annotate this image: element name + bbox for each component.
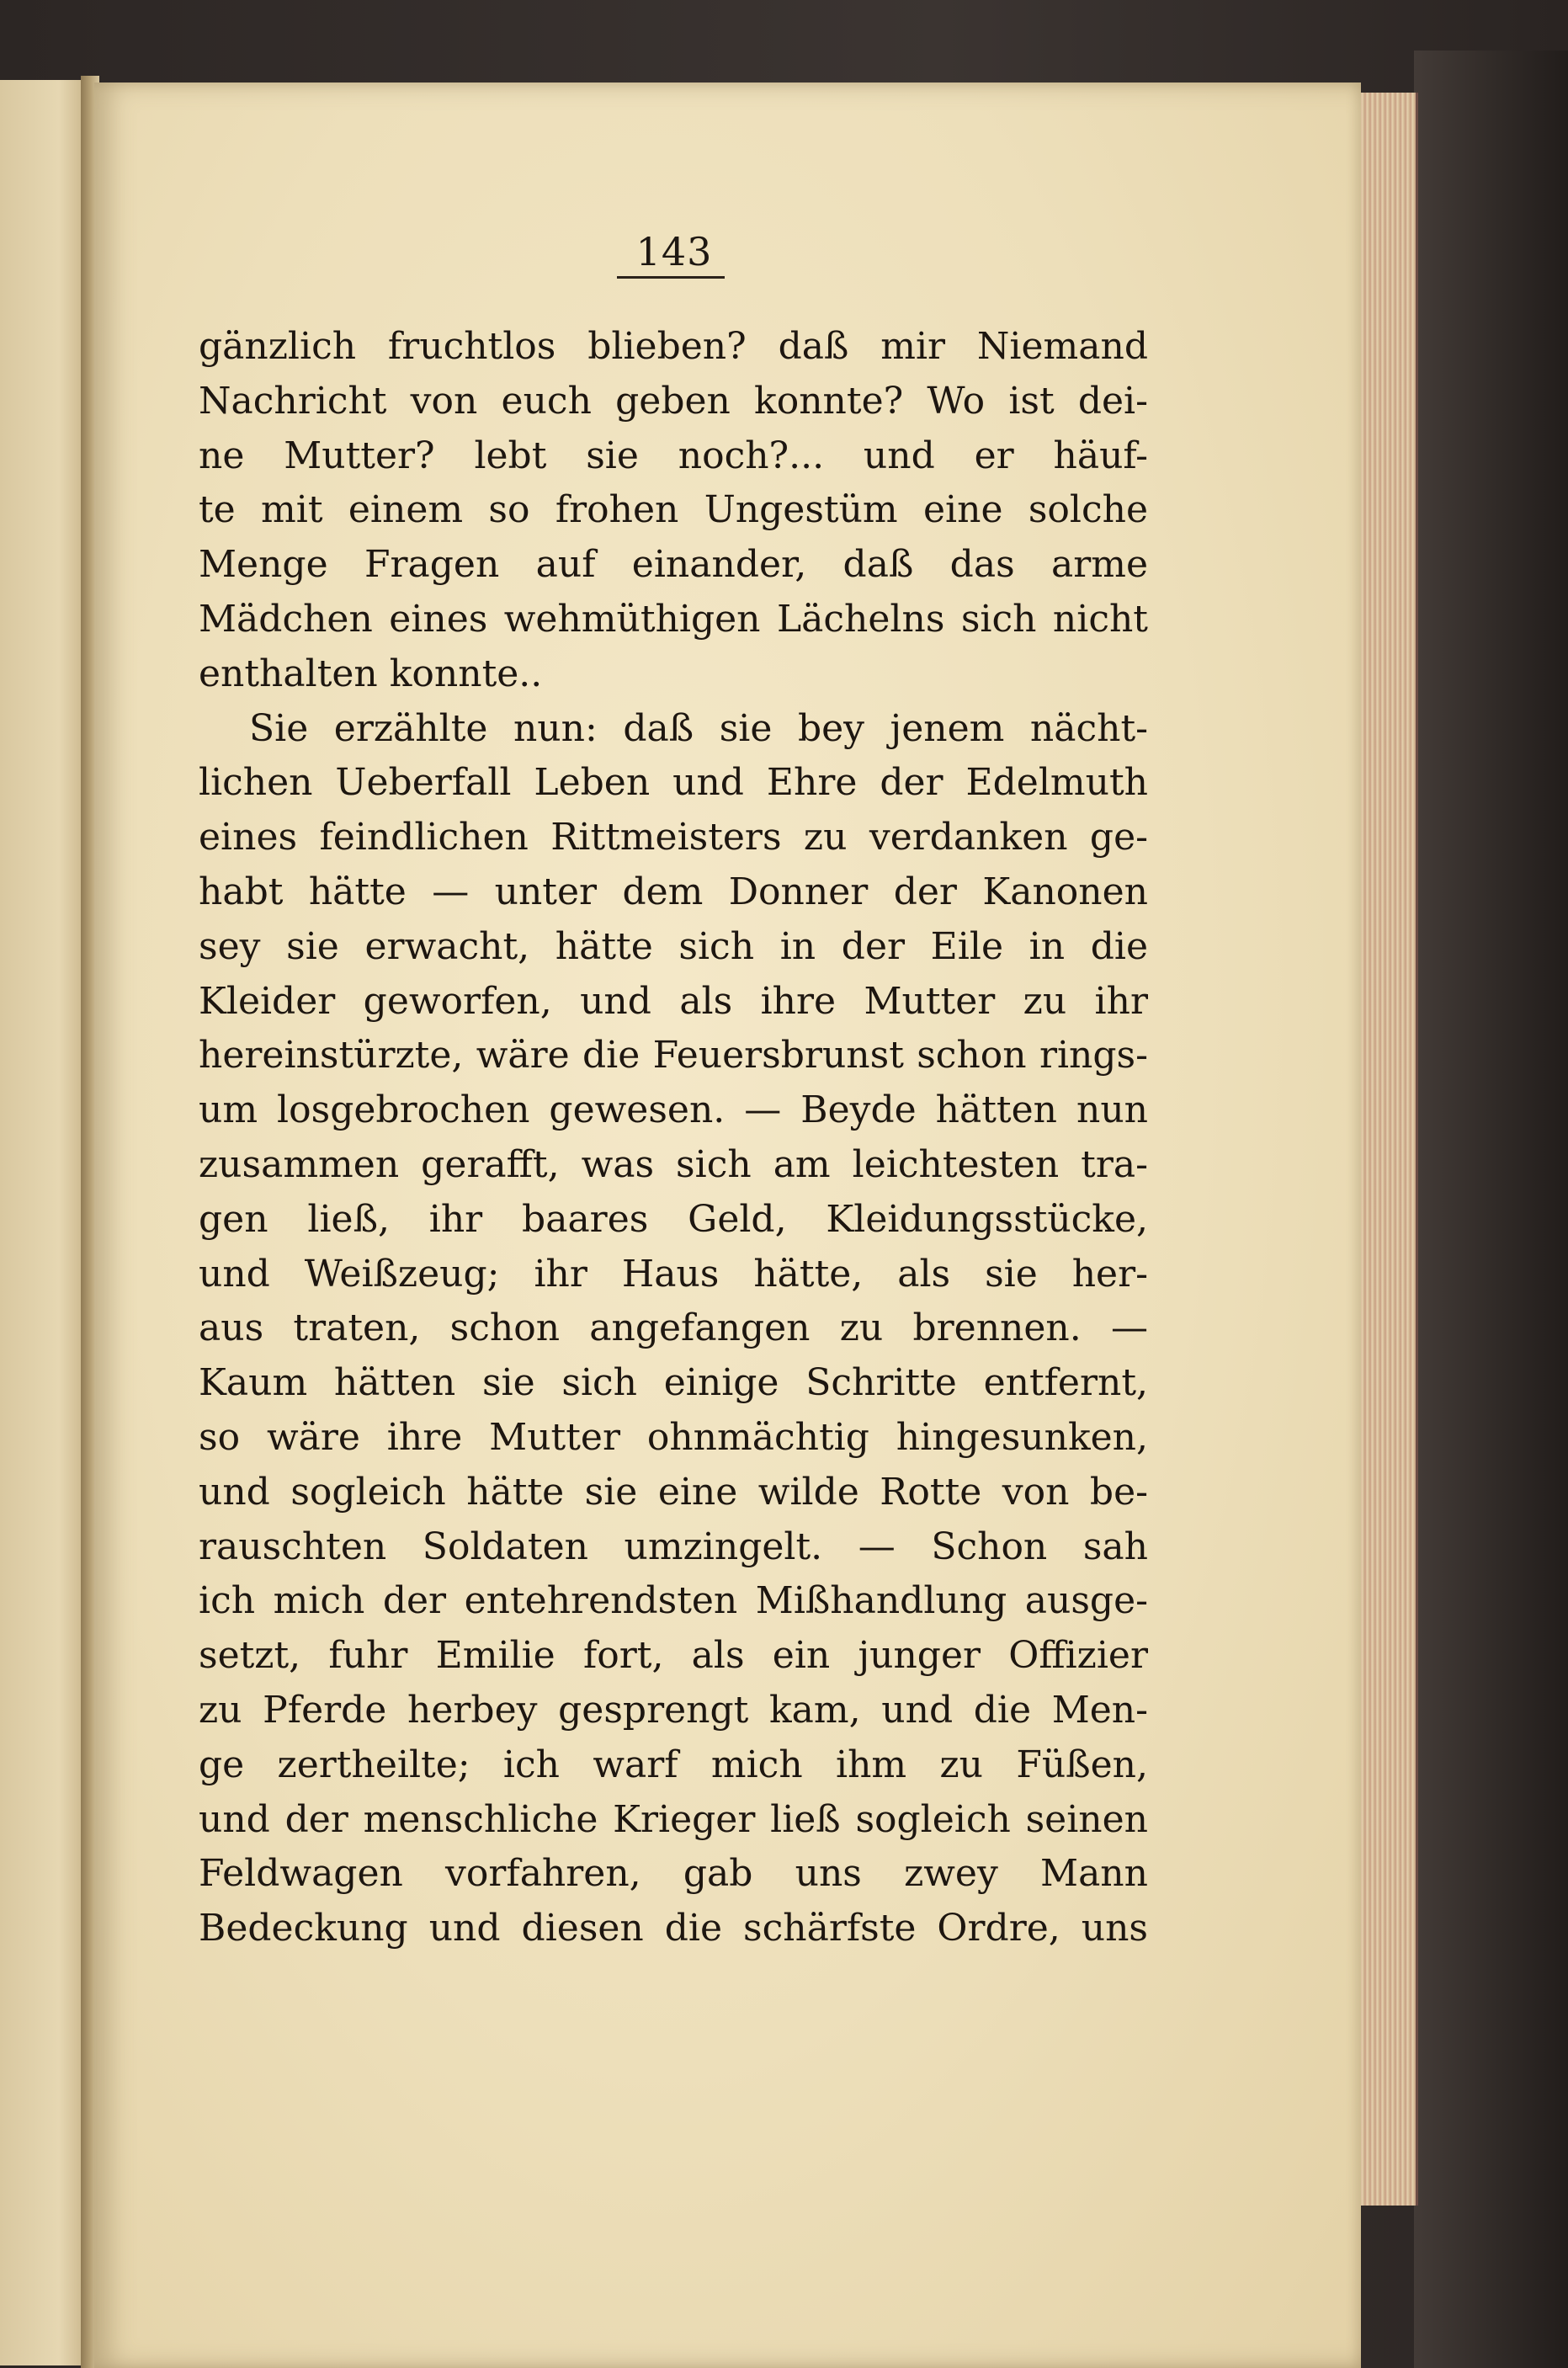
- text-line: lichen Ueberfall Leben und Ehre der Edelmuth: [199, 761, 1148, 805]
- text-line: ge zertheilte; ich warf mich ihm zu Füßen,: [199, 1743, 1148, 1786]
- text-line: gen ließ, ihr baares Geld, Kleidungsstücke,: [199, 1197, 1148, 1241]
- text-block: [199, 320, 1148, 1956]
- text-line: Kleider geworfen, und als ihre Mutter zu ihr: [199, 979, 1148, 1023]
- text-line: zusammen gerafft, was sich am leichtesten tra-: [199, 1142, 1148, 1186]
- text-line: sey sie erwacht, hätte sich in der Eile in die: [199, 924, 1148, 968]
- page-number-rule: [617, 276, 725, 279]
- text-line: ich mich der entehrendsten Mißhandlung ausge-: [199, 1579, 1148, 1623]
- facing-page-sliver: [0, 80, 86, 2365]
- text-line: eines feindlichen Rittmeisters zu verdanken ge-: [199, 816, 1148, 859]
- text-line: gänzlich fruchtlos blieben? daß mir Niemand: [199, 325, 1148, 368]
- text-line: enthalten konnte..: [199, 652, 543, 695]
- text-line: te mit einem so frohen Ungestüm eine solche: [199, 488, 1148, 532]
- text-line: aus traten, schon angefangen zu brennen. —: [199, 1306, 1148, 1350]
- text-line: Mädchen eines wehmüthigen Lächelns sich nicht: [199, 597, 1148, 641]
- text-line: und sogleich hätte sie eine wilde Rotte von be-: [199, 1470, 1148, 1514]
- text-line: Nachricht von euch geben konnte? Wo ist dei-: [199, 379, 1148, 423]
- text-line: Menge Fragen auf einander, daß das arme: [199, 543, 1148, 587]
- text-line: habt hätte — unter dem Donner der Kanonen: [199, 870, 1148, 913]
- text-line: um losgebrochen gewesen. — Beyde hätten nun: [199, 1088, 1148, 1132]
- book-cover-edge: [1414, 51, 1568, 2368]
- text-line: zu Pferde herbey gesprengt kam, und die Men-: [199, 1688, 1148, 1732]
- text-line: und der menschliche Krieger ließ sogleich seinen: [199, 1797, 1148, 1841]
- text-line: und Weißzeug; ihr Haus hätte, als sie her-: [199, 1252, 1148, 1296]
- text-line: rauschten Soldaten umzingelt. — Schon sah: [199, 1525, 1148, 1568]
- text-line: Feldwagen vorfahren, gab uns zwey Mann: [199, 1852, 1148, 1896]
- text-line: hereinstürzte, wäre die Feuersbrunst schon rings-: [199, 1034, 1148, 1078]
- text-line: Bedeckung und diesen die schärfste Ordre, uns: [199, 1907, 1148, 1950]
- page-number: 143: [635, 229, 713, 274]
- text-line: ne Mutter? lebt sie noch?... und er häuf-: [199, 434, 1148, 477]
- text-line: so wäre ihre Mutter ohnmächtig hingesunken,: [199, 1415, 1148, 1459]
- text-line: setzt, fuhr Emilie fort, als ein junger Offizier: [199, 1634, 1148, 1678]
- text-line: Kaum hätten sie sich einige Schritte entfernt,: [199, 1361, 1148, 1405]
- text-line: Sie erzählte nun: daß sie bey jenem nächt-: [249, 706, 1148, 750]
